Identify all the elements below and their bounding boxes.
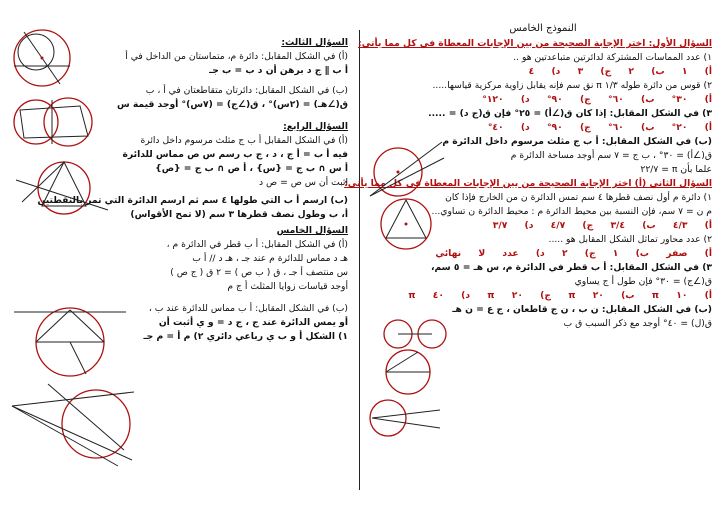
figure-q1-3-secant-circle xyxy=(366,138,446,200)
q1-item-3: ٣) في الشكل المقابل: إذا كان ق(∠أ) = ٢٥° فإن ق(ج د) = ..... xyxy=(428,108,712,119)
q1b-text: (ب) في الشكل المقابل: أ ب ج مثلث مرسوم داخل الدائرة م xyxy=(442,136,712,147)
q4a-text-4: اثبت أن س ص = ص د xyxy=(259,177,348,188)
q1-heading: السؤال الأول: اختر الإجابة الصحيحة من بين الإجابات المعطاة في كل مما يأتي: xyxy=(358,38,712,49)
q2-item-3b: ق(∠ج) = ٣٠° فإن طول أ ج يساوي xyxy=(574,276,712,287)
q5-heading: السؤال الخامس xyxy=(276,225,348,236)
q5b-text-2: أو يمس الدائرة عند ج ، ج د = و ي أثبت أن xyxy=(158,317,348,328)
q3a-text-2: أ ب ∥ ج د برهن أن د ب = ب جـ xyxy=(209,65,348,76)
q3-heading: السؤال الثالث: xyxy=(281,37,348,48)
figure-q5b-tangent-lines xyxy=(8,380,138,470)
q5a-text: (أ) في الشكل المقابل: أ ب قطر في الدائرة م ، xyxy=(166,239,348,250)
figure-q3b-intersecting-circles xyxy=(10,92,96,152)
q3a-text: (أ) في الشكل المقابل: دائرة م، متماستان من الداخل في أ xyxy=(125,51,348,62)
q2-item-2-answers: أ) صفر ب) ١ ج) ٢ د) عدد لا نهائي xyxy=(435,248,712,259)
q1-item-1: ١) عدد المماسات المشتركة لدائرتين متباعدتين هو .. xyxy=(513,52,712,63)
q1b-text-2: ق(∠أ) = ٣٠° ، ب ج = ٧ سم أوجد مساحة الدائرة م xyxy=(510,150,712,161)
figure-q4a-inscribed-triangle xyxy=(12,150,112,220)
q2b-text-2: ق(ل) = ٤٠° أوجد مع ذكر السبب ق ب xyxy=(563,318,712,329)
q2-item-2: ٢) عدد محاور تماثل الشكل المقابل هو ..... xyxy=(548,234,712,245)
figure-q2b-secants xyxy=(366,396,442,440)
q5a-text-3: س منتصف أ جـ ، ق ( ب ص ) = ٢ ق ( ج ص ) xyxy=(170,267,348,278)
q2b-text: (ب) في الشكل المقابل: ن ب ، ن ج قاطعان ، ج ع = ن هـ xyxy=(452,304,712,315)
q3b-text-2: ق(∠هـ) = (٢س)° ، ق(∠ج) = (٧س)° أوجد قيمة س xyxy=(116,99,348,110)
figure-q1b-inscribed-triangle xyxy=(378,194,434,254)
q2-item-3: ٣) في الشكل المقابل: أ ب قطر في الدائرة م، س هـ = ٥ سم، xyxy=(430,262,712,273)
figure-q5a-diameter-circle xyxy=(10,304,130,384)
q4b-text: (ب) ارسم أ ب التي طولها ٤ سم ثم ارسم الدائرة التي تمر بالنقطتين xyxy=(37,195,348,206)
q5b-text-3: ١) الشكل أ و ب ي رباعي دائري ٢) م أ = م جـ xyxy=(143,331,348,342)
q3b-text: (ب) في الشكل المقابل: دائرتان متقاطعتان في أ ، ب xyxy=(145,85,348,96)
q2-item-1-answers: أ) ٤/٣ ب) ٣/٤ ج) ٤/٧ د) ٣/٧ xyxy=(492,220,712,231)
q4a-text-3: أ س ∩ ب ج = {س} ، أ ص ∩ ب ج = {ص} xyxy=(155,163,348,174)
figure-q3a-tangent-circles xyxy=(10,22,72,92)
q4a-text: (أ) في الشكل المقابل أ ب ج مثلث مرسوم داخل دائرة xyxy=(140,135,348,146)
q1b-text-3: علما بأن π = ٢٢/٧ xyxy=(640,164,712,175)
q4b-text-2: أ، ب وطول نصف قطرها ٣ سم (لا تمح الأقواس) xyxy=(130,209,348,220)
q1-item-3-answers: أ) ٢٠° ب) ٦٠° ج) ٩٠° د) ٤٠° xyxy=(487,122,712,133)
q5a-text-2: هـ د مماس للدائرة م عند جـ ، هـ د // أ ب xyxy=(192,253,348,264)
figure-q2-3-diameter-circle xyxy=(378,346,440,398)
q4-heading: السؤال الرابع: xyxy=(283,121,348,132)
model-title: النموذج الخامس xyxy=(509,23,577,34)
q2-item-1: ١) دائرة م أول نصف قطرها ٤ سم تمس الدائرة ن من الخارج فإذا كان xyxy=(445,192,712,203)
q5a-text-4: أوجد قياسات زوايا المثلث أ ج م xyxy=(227,281,348,292)
q1-item-1-answers: أ) ١ ب) ٢ ج) ٣ د) ٤ xyxy=(528,66,712,77)
q5b-text: (ب) في الشكل المقابل: أ ب مماس للدائرة عند ب ، xyxy=(148,303,348,314)
column-divider xyxy=(359,30,360,490)
q2-heading: السؤال الثاني (أ) اختر الإجابة الصحيحة من بين الإجابات المعطاة في كل مما يأتي: xyxy=(344,178,712,189)
q4a-text-2: فيه أ ب = أ ج ، د ، ج ب رسم س ص مماس للدائرة xyxy=(122,149,348,160)
q2-item-3-answers: أ) ١٠ π ب) ٢٠ π ج) ٢٠ π د) ٤٠ π xyxy=(408,290,712,301)
q1-item-2: ٢) قوس من دائرة طوله ١/٣ π نق سم فإنه يقابل زاوية مركزية قياسها..... xyxy=(432,80,712,91)
q1-item-2-answers: أ) ٣٠° ب) ٦٠° ج) ٩٠° د) ١٢٠° xyxy=(482,94,712,105)
q2-item-1b: م ن = ٧ سم، فإن النسبة بين محيط الدائرة م : محيط الدائرة ن تساوي... xyxy=(431,206,712,217)
